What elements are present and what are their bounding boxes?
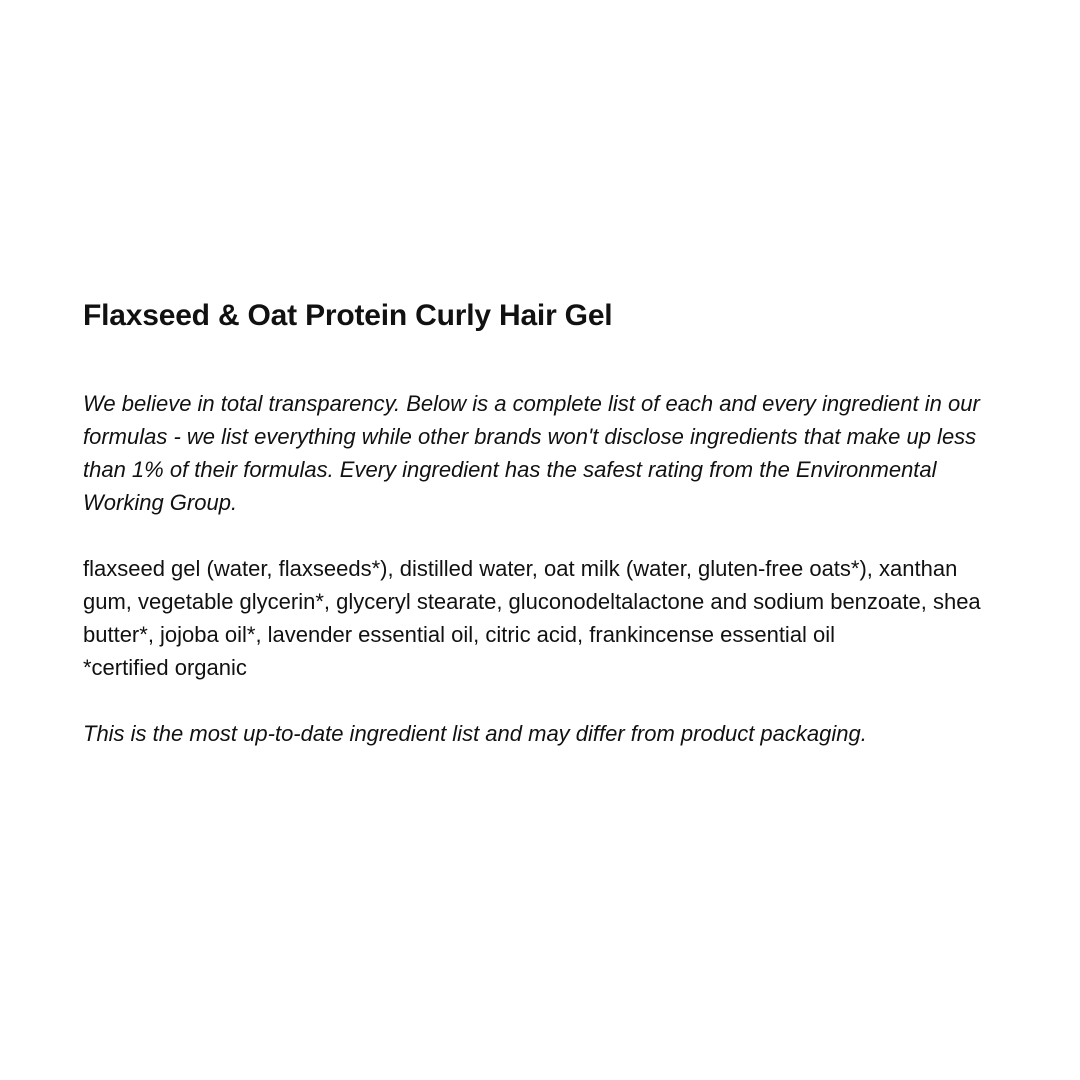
ingredient-panel — [83, 296, 998, 750]
transparency-statement: We believe in total transparency. Below is a complete list of each and every ingredient in our formulas - we list everything while other brands won't disclose ingredients that make up less than 1% of their formulas. Every ingredient has the safest rating from the Environmental Working Group. — [83, 391, 980, 515]
organic-footnote: *certified organic — [83, 655, 247, 680]
product-title: Flaxseed & Oat Protein Curly Hair Gel — [83, 299, 613, 332]
ingredient-list — [83, 552, 998, 684]
ingredient-list-text: flaxseed gel (water, flaxseeds*), distilled water, oat milk (water, gluten-free oats*), xanthan gum, vegetable glycerin*, glyceryl stearate, gluconodeltalactone and sodium benzoate, shea butter*, jojoba oil*, lavender essential oil, citric acid, frankincense essential oil — [83, 556, 981, 647]
packaging-disclaimer: This is the most up-to-date ingredient list and may differ from product packaging. — [83, 721, 867, 746]
